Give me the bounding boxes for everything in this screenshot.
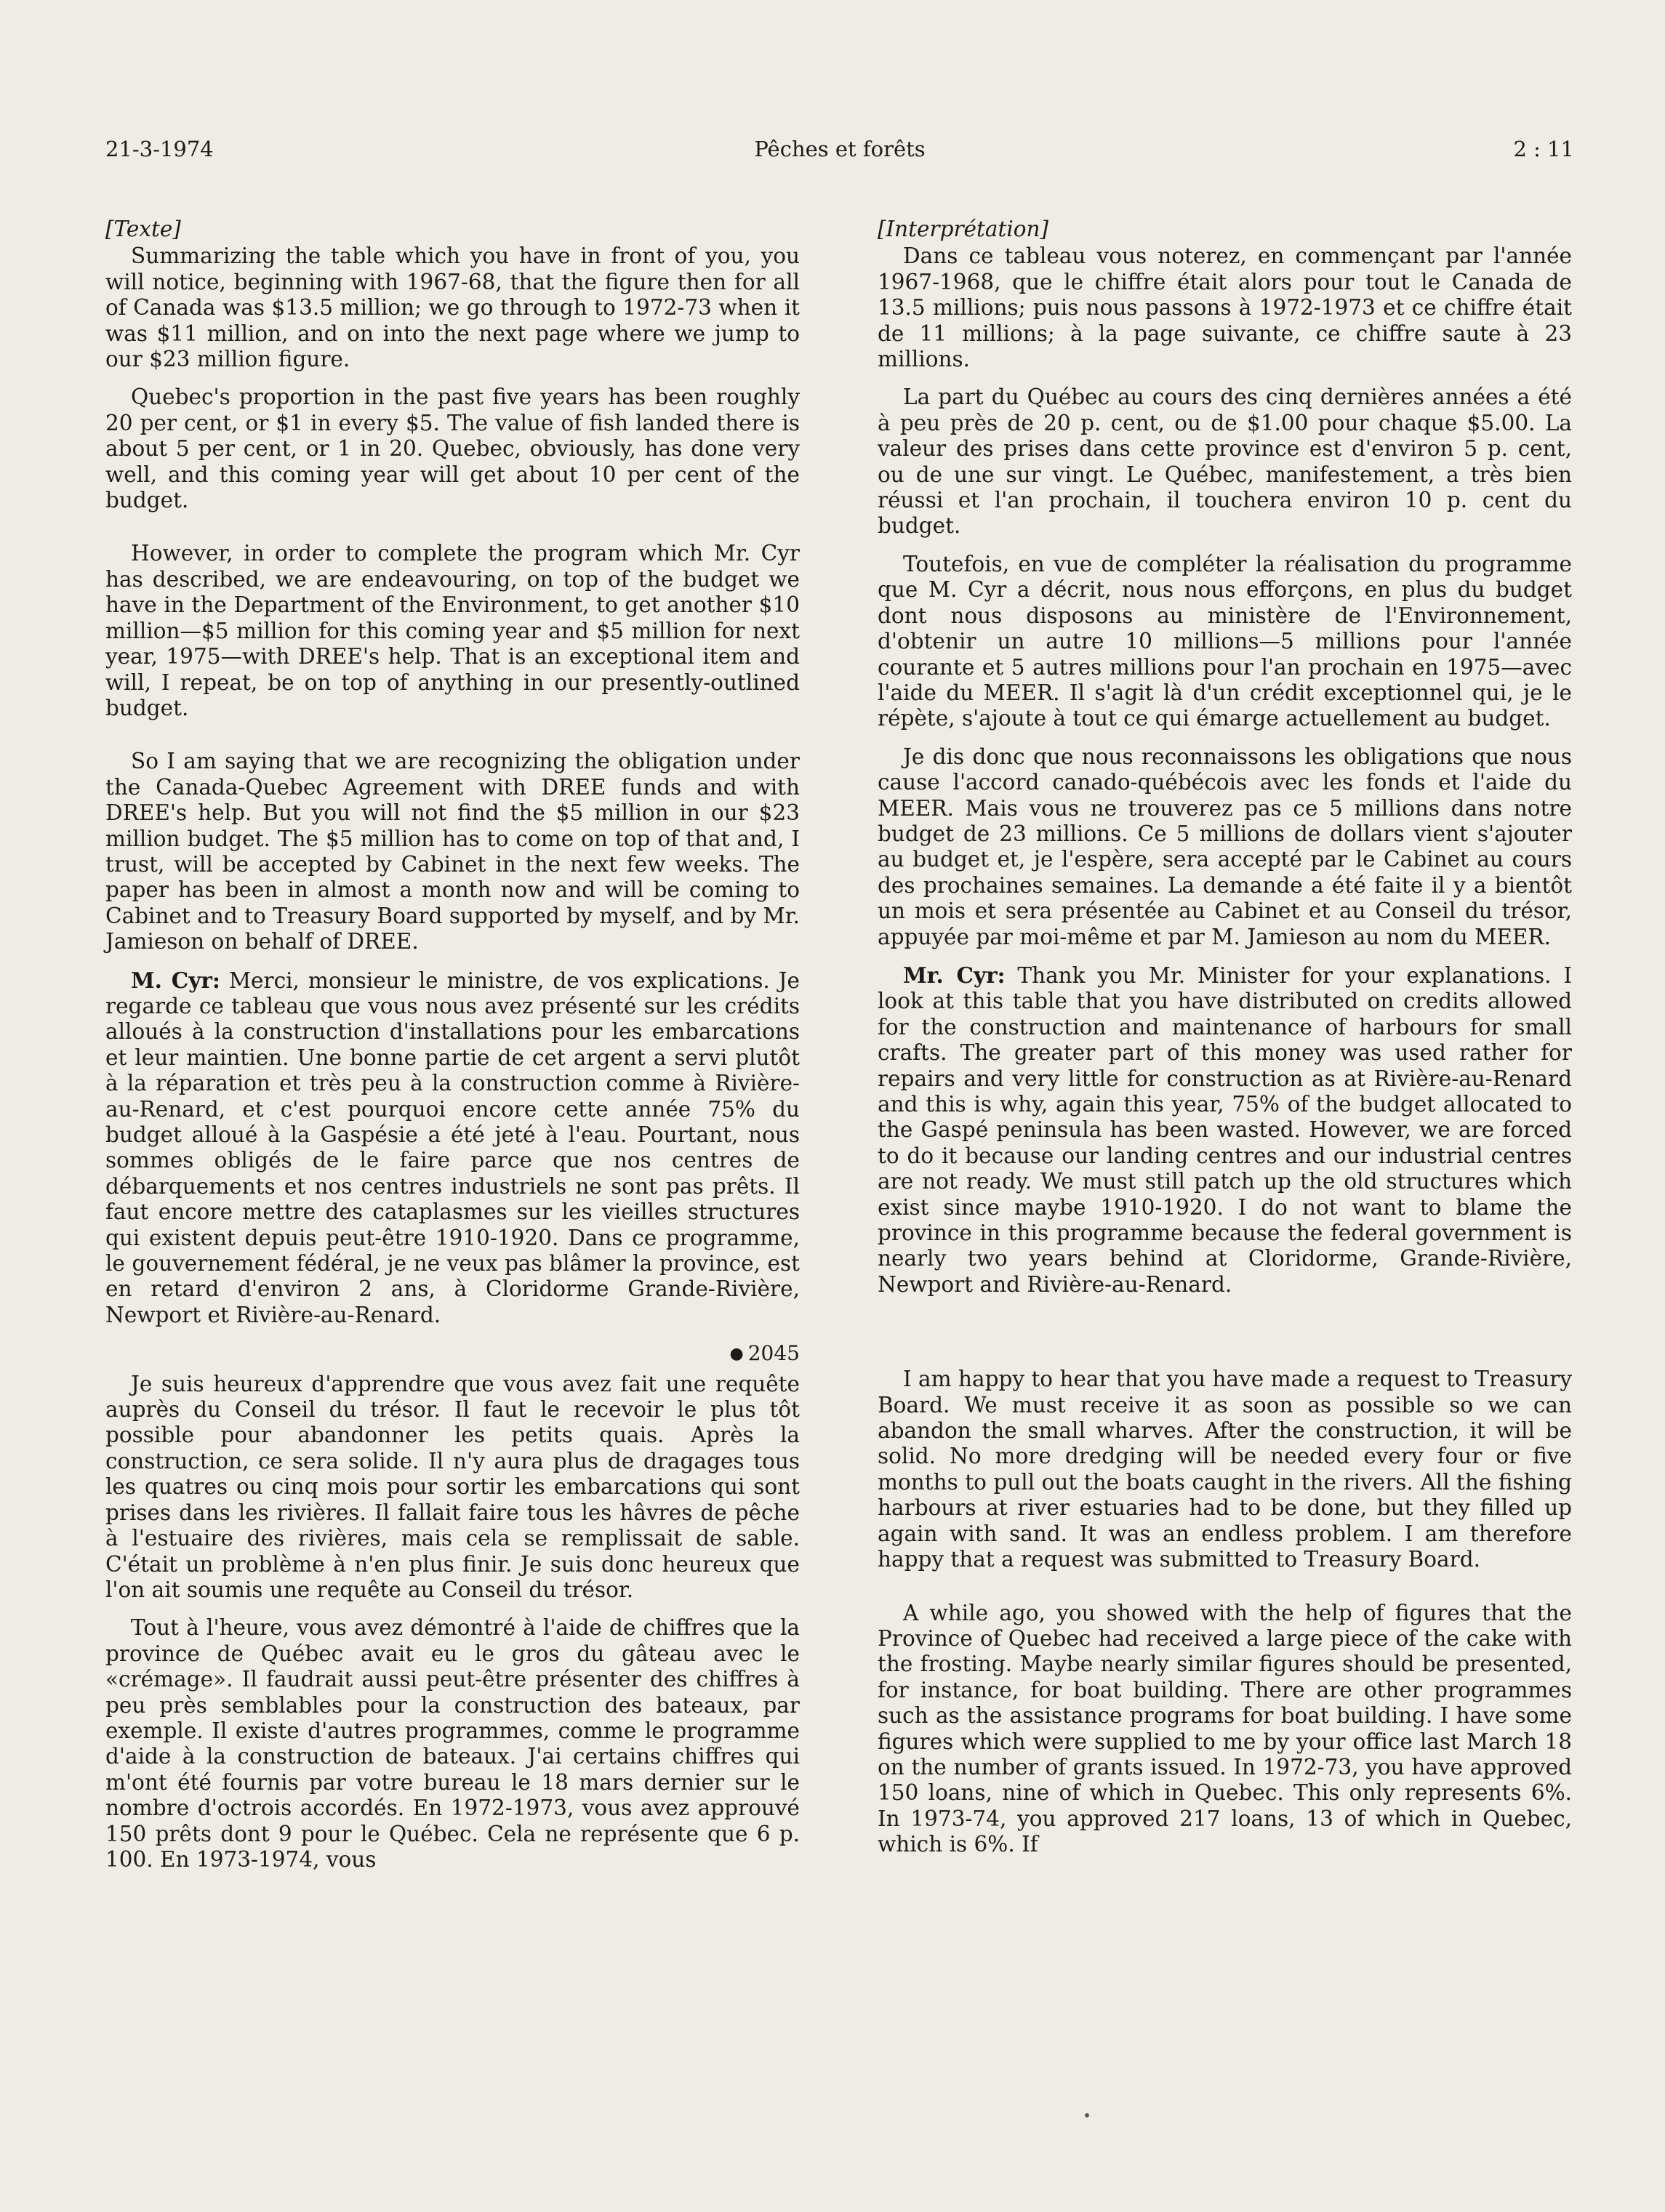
paragraph: A while ago, you showed with the help of figures that the Province of Quebec had received a large piece of the cake with the frosting. Maybe nearly similar figures should be presented, for instance, for boat building. There are other programmes such as the assistance programs for boat building. I have some figures which were supplied to me by your office last March 18 on the number of grants issued. In 1972-73, you have approved 150 loans, nine of which in Quebec. This only represents 6%. In 1973-74, you approved 217 loans, 13 of which in Quebec, which is 6%. If	[878, 1600, 1572, 1857]
left-column	[105, 217, 800, 1885]
interpretation-label: [Interprétation]	[878, 217, 1049, 241]
paragraph: La part du Québec au cours des cinq dernières années a été à peu près de 20 p. cent, ou de $1.00 pour chaque $5.00. La valeur des prises dans cette province est d'environ 5 p. cent, ou de une sur vingt. Le Québec, manifestement, a très bien réussi et l'an prochain, il touchera environ 10 p. cent du budget.	[878, 385, 1572, 539]
right-column	[878, 217, 1572, 1870]
speech-text: Thank you Mr. Minister for your explanations. I look at this table that you have distributed on credits allowed for the construction and maintenance of harbours for small crafts. The greater part of this money was used rather for repairs and very little for construction as at Rivière-au-Renard and this is why, again this year, 75% of the budget allocated to the Gaspé peninsula has been wasted. However, we are forced to do it because our landing centres and our industrial centres are not ready. We must still patch up the old structures which exist since maybe 1910-1920. I do not want to blame the province in this programme because the federal government is nearly two years behind at Cloridorme, Grande-Rivière, Newport and Rivière-au-Renard.	[878, 962, 1572, 1297]
running-header	[105, 137, 1574, 180]
bullet-icon: ●	[729, 1344, 744, 1364]
paragraph: I am happy to hear that you have made a request to Treasury Board. We must receive it as soon as possible so we can abandon the small wharves. After the construction, it will be solid. No more dredging will be needed every four or five months to pull out the boats caught in the rivers. All the fishing harbours at river estuaries had to be done, but they filled up again with sand. It was an endless problem. I am therefore happy that a request was submitted to Treasury Board.	[878, 1367, 1572, 1572]
paragraph: So I am saying that we are recognizing the obligation under the Canada-Quebec Agreement with DREE funds and with DREE's help. But you will not find the $5 million in our $23 million budget. The $5 million has to come on top of that and, I trust, will be accepted by Cabinet in the next few weeks. The paper has been in almost a month now and will be coming to Cabinet and to Treasury Board supported by myself, and by Mr. Jamieson on behalf of DREE.	[105, 749, 800, 954]
time-marker-value: 2045	[747, 1341, 800, 1366]
speaker-name: Mr. Cyr:	[903, 962, 1006, 988]
paragraph: Quebec's proportion in the past five years has been roughly 20 per cent, or $1 in every $5. The value of fish landed there is about 5 per cent, or 1 in 20. Quebec, obviously, has done very well, and this coming year will get about 10 per cent of the budget.	[105, 385, 800, 513]
paragraph: Summarizing the table which you have in front of you, you will notice, beginning with 1967-68, that the figure then for all of Canada was $13.5 million; we go through to 1972-73 when it was $11 million, and on into the next page where we jump to our $23 million figure.	[105, 244, 800, 372]
text-label: [Texte]	[105, 217, 181, 241]
time-marker	[105, 1340, 800, 1367]
paragraph: Je dis donc que nous reconnaissons les obligations que nous cause l'accord canado-québécois avec les fonds et l'aide du MEER. Mais vous ne trouverez pas ce 5 millions dans notre budget de 23 millions. Ce 5 millions de dollars vient s'ajouter au budget et, je l'espère, sera accepté par le Cabinet au cours des prochaines semaines. La demande a été faite il y a bientôt un mois et sera présentée au Cabinet et au Conseil du trésor, appuyée par moi-même et par M. Jamieson au nom du MEER.	[878, 744, 1572, 949]
page-dot	[1085, 2113, 1089, 2118]
paragraph	[878, 962, 1572, 1298]
paragraph: However, in order to complete the program which Mr. Cyr has described, we are endeavouring, on top of the budget we have in the Department of the Environment, to get another $10 million—$5 million for this coming year and $5 million for next year, 1975—with DREE's help. That is an exceptional item and will, I repeat, be on top of anything in our presently-outlined budget.	[105, 541, 800, 720]
paragraph: Dans ce tableau vous noterez, en commençant par l'année 1967-1968, que le chiffre était alors pour tout le Canada de 13.5 millions; puis nous passons à 1972-1973 et ce chiffre était de 11 millions; à la page suivante, ce chiffre saute à 23 millions.	[878, 244, 1572, 372]
speech-text: Merci, monsieur le ministre, de vos explications. Je regarde ce tableau que vous nous avez présenté sur les crédits alloués à la construction d'installations pour les embarcations et leur maintien. Une bonne partie de cet argent a servi plutôt à la réparation et très peu à la construction comme à Rivière-au-Renard, et c'est pourquoi encore cette année 75% du budget alloué à la Gaspésie a été jeté à l'eau. Pourtant, nous sommes obligés de le faire parce que nos centres de débarquements et nos centres industriels ne sont pas prêts. Il faut encore mettre des cataplasmes sur les vieilles structures qui existent depuis peut-être 1910-1920. Dans ce programme, le gouvernement fédéral, je ne veux pas blâmer la province, est en retard d'environ 2 ans, à Cloridorme Grande-Rivière, Newport et Rivière-au-Renard.	[105, 968, 800, 1327]
header-page-number: 2 : 11	[1513, 137, 1574, 161]
speaker-name: M. Cyr:	[131, 967, 220, 993]
paragraph	[105, 968, 800, 1329]
header-title: Pêches et forêts	[754, 137, 926, 161]
header-date: 21-3-1974	[105, 137, 214, 161]
paragraph: Toutefois, en vue de compléter la réalisation du programme que M. Cyr a décrit, nous nous efforçons, en plus du budget dont nous disposons au ministère de l'Environnement, d'obtenir un autre 10 millions—5 millions pour l'année courante et 5 autres millions pour l'an prochain en 1975—avec l'aide du MEER. Il s'agit là d'un crédit exceptionnel qui, je le répète, s'ajoute à tout ce qui émarge actuellement au budget.	[878, 551, 1572, 731]
paragraph: Tout à l'heure, vous avez démontré à l'aide de chiffres que la province de Québec avait eu le gros du gâteau avec le «crémage». Il faudrait aussi peut-être présenter des chiffres à peu près semblables pour la construction des bateaux, par exemple. Il existe d'autres programmes, comme le programme d'aide à la construction de bateaux. J'ai certains chiffres qui m'ont été fournis par votre bureau le 18 mars dernier sur le nombre d'octrois accordés. En 1972-1973, vous avez approuvé 150 prêts dont 9 pour le Québec. Cela ne représente que 6 p. 100. En 1973-1974, vous	[105, 1615, 800, 1872]
column-spacer	[878, 1310, 1572, 1367]
paragraph: Je suis heureux d'apprendre que vous avez fait une requête auprès du Conseil du trésor. Il faut le recevoir le plus tôt possible pour abandonner les petits quais. Après la construction, ce sera solide. Il n'y aura plus de dragages tous les quatres ou cinq mois pour sortir les embarcations qui sont prises dans les rivières. Il fallait faire tous les hâvres de pêche à l'estuaire des rivières, mais cela se remplissait de sable. C'était un problème à n'en plus finir. Je suis donc heureux que l'on ait soumis une requête au Conseil du trésor.	[105, 1371, 800, 1602]
